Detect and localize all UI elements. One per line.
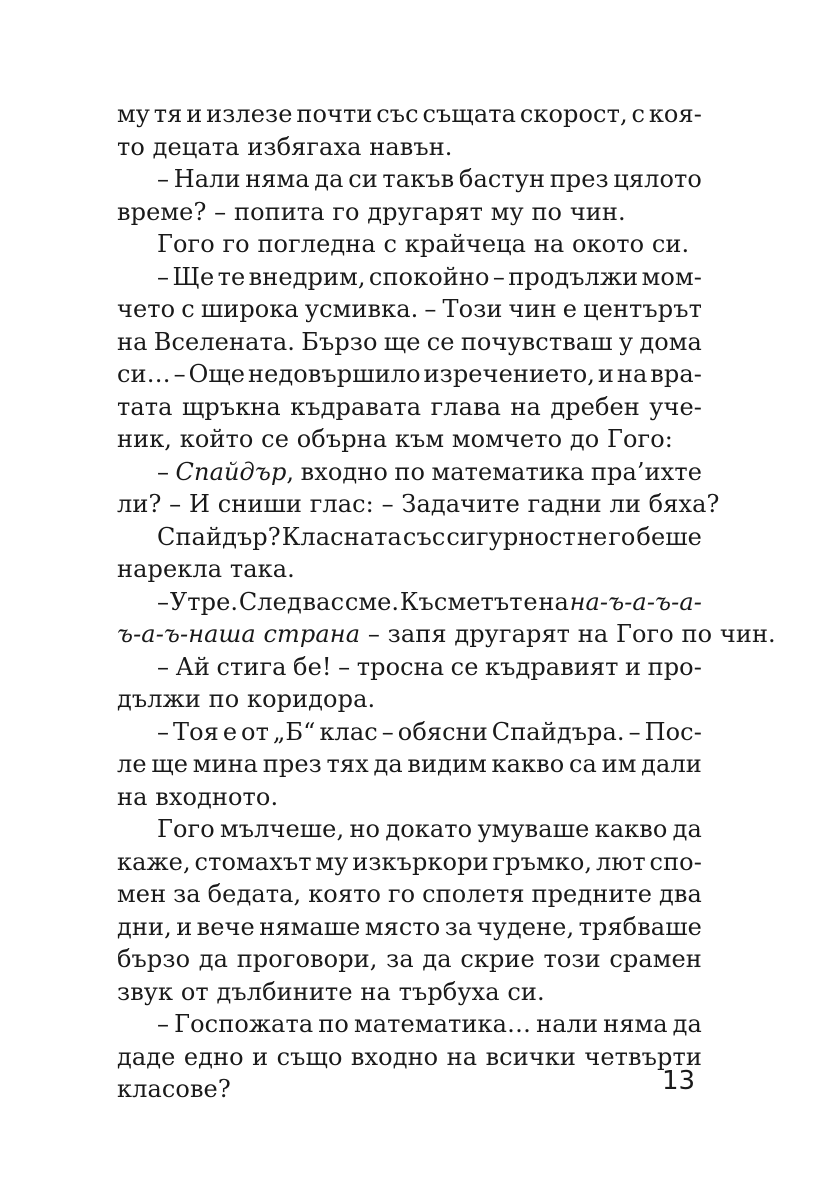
word: мина [192, 750, 259, 778]
text-line [117, 846, 702, 879]
word: Спайдъра. [491, 717, 625, 746]
word: внедрим, [248, 262, 366, 291]
word: няма [245, 165, 310, 193]
word: недовършило [247, 360, 421, 388]
word: няма [603, 1010, 668, 1038]
word: тях [326, 750, 369, 778]
word: математика [431, 457, 585, 486]
text-line [117, 716, 702, 749]
word: е [523, 587, 538, 616]
word: им [601, 750, 637, 778]
book-page-text [117, 98, 776, 1106]
word: го [608, 522, 636, 551]
word: пра’ихте [590, 457, 702, 486]
text-line [117, 163, 702, 196]
word: усмивка. [304, 295, 419, 323]
text-line [117, 1041, 702, 1074]
word: къдравата [290, 392, 422, 421]
word: мом- [641, 262, 702, 291]
word: и [186, 100, 203, 128]
word: спокойно [368, 262, 490, 291]
word: чето [117, 295, 176, 323]
word: Гого го погледна с крайчеца на окото си. [157, 230, 690, 258]
word: скрие [460, 945, 535, 973]
word: те [217, 262, 246, 291]
word: Утре. [169, 587, 239, 616]
word: на [538, 587, 569, 616]
word: трябваше [578, 912, 702, 941]
word: дни, [117, 912, 172, 941]
word: стомахът [194, 847, 312, 876]
word: обясни [397, 717, 488, 746]
word: про- [647, 652, 702, 681]
word: видим [407, 750, 487, 778]
word: проговори, [236, 945, 378, 973]
word: Класната [281, 522, 402, 551]
word: и [597, 360, 615, 388]
text-line [117, 131, 702, 164]
word: докато [385, 815, 473, 843]
text-line [117, 618, 776, 651]
word: Късметът [399, 587, 523, 616]
word: мълчеше, [220, 815, 345, 843]
word: центърът [583, 295, 702, 323]
text-line [117, 98, 702, 131]
word: изречението, [423, 360, 596, 388]
text-line [117, 553, 702, 586]
word: – [381, 717, 394, 746]
word: която [308, 880, 382, 908]
word: Ще [172, 262, 215, 291]
word: всички [485, 1042, 576, 1071]
word: място [364, 912, 441, 941]
word: Госпожата [174, 1010, 314, 1038]
word: – [628, 717, 641, 746]
word: през [262, 750, 322, 778]
word: Нали [173, 165, 241, 193]
word: – [157, 165, 170, 193]
word: беше [636, 522, 702, 551]
text-line [117, 651, 702, 684]
word: на [510, 392, 541, 421]
word: – [157, 652, 170, 681]
word: се [426, 327, 455, 356]
word: е [562, 295, 578, 323]
word: и [176, 912, 193, 941]
word: такъв [382, 165, 455, 193]
word: класове? [117, 1075, 231, 1103]
word: къдравият [485, 652, 619, 681]
word: с [631, 100, 646, 128]
word: да [373, 750, 403, 778]
word: два [659, 880, 702, 908]
word: цялото [613, 165, 702, 193]
italic-word: на-ъ-а-ъ-а- [569, 587, 702, 616]
italic-word: ъ-а-ъ-наша страна [117, 620, 361, 648]
word: – запя другарят на Гого по чин. [360, 620, 776, 648]
word: Бързо [301, 327, 378, 356]
text-line [117, 228, 702, 261]
word: да [314, 165, 344, 193]
word: Тоя [173, 717, 219, 746]
word: не [576, 522, 608, 551]
word: почти [296, 100, 373, 128]
word: с [181, 295, 195, 323]
word: , [286, 457, 295, 486]
word: на [616, 360, 648, 388]
word: стига [216, 652, 287, 681]
word: на входното. [117, 782, 279, 811]
word: да [672, 815, 702, 843]
word: за [173, 880, 201, 908]
word: лют [595, 847, 646, 876]
text-line [117, 326, 702, 359]
word: сме. [344, 587, 400, 616]
word: гръмко, [492, 847, 593, 876]
word: бастун [458, 165, 546, 193]
word: глава [430, 392, 502, 421]
word: ник, който се обърна към момчето до Гого: [117, 425, 673, 453]
word: какво [491, 750, 565, 778]
word: дребен [550, 392, 640, 421]
word: умуваше [477, 815, 590, 843]
word: Вселената. [153, 327, 295, 356]
word: ще [383, 327, 421, 356]
page-number: 13 [662, 1066, 696, 1096]
word: – [492, 262, 505, 291]
word: входно [300, 457, 388, 486]
text-line [117, 781, 702, 814]
word: по [394, 457, 425, 486]
word: се [450, 652, 479, 681]
word: бедата, [207, 880, 302, 908]
word: спо- [649, 847, 702, 876]
word: скорост, [519, 100, 628, 128]
word: – [157, 717, 170, 746]
text-line [117, 878, 702, 911]
word: да [198, 945, 229, 973]
word: излезе [206, 100, 293, 128]
word: за [444, 912, 473, 941]
word: са [568, 750, 597, 778]
text-line [117, 358, 702, 391]
word: срамен [609, 945, 702, 973]
word: си… [117, 360, 171, 388]
word: Спайдър? [157, 522, 281, 551]
word: го [387, 880, 416, 908]
word: със [402, 522, 446, 551]
text-line [117, 748, 702, 781]
word: уче- [649, 392, 702, 421]
text-line [117, 196, 702, 229]
text-line [117, 813, 702, 846]
word: и [625, 652, 642, 681]
italic-word: Спайдър [175, 457, 287, 486]
word: дома [639, 327, 702, 356]
word: продължи [508, 262, 639, 291]
word: нямаше [259, 912, 361, 941]
text-line [117, 911, 702, 944]
word: този [543, 945, 601, 973]
word: време? – попита го другарят му по чин. [117, 197, 626, 226]
word: – [157, 1010, 170, 1038]
word: тя [153, 100, 183, 128]
word: му [117, 100, 150, 128]
word: чин [508, 295, 557, 323]
text-line [117, 943, 702, 976]
text-line [117, 423, 702, 456]
word: каже, [117, 847, 191, 876]
word: щръкна [181, 392, 281, 421]
word: дължи по коридора. [117, 685, 376, 713]
word: – [173, 360, 186, 388]
word: му [315, 847, 349, 876]
word: също [276, 1042, 343, 1071]
word: през [549, 165, 609, 193]
text-line [117, 293, 702, 326]
word: вра- [650, 360, 702, 388]
word: ще [151, 750, 189, 778]
word: – [157, 587, 170, 616]
word: е [222, 717, 238, 746]
word: у [618, 327, 634, 356]
word: Пос- [644, 717, 702, 746]
word: Ай [175, 652, 210, 681]
text-line [117, 586, 702, 619]
text-line [117, 683, 702, 716]
word: предните [531, 880, 653, 908]
word: Още [188, 360, 246, 388]
word: на [117, 327, 148, 356]
word: чудене, [476, 912, 575, 941]
word: сигурност [446, 522, 576, 551]
word: почувстваш [460, 327, 613, 356]
word: и [252, 1042, 269, 1071]
word: нали [536, 1010, 599, 1038]
word: „Б“ [272, 717, 316, 746]
word: – [157, 262, 170, 291]
word: входно [350, 1042, 439, 1071]
word: математика… [353, 1010, 532, 1038]
word: ли? – И сниши глас: – Задачите гадни ли бяха? [117, 490, 720, 518]
word: то децата избягаха навън. [117, 132, 453, 161]
word: си [348, 165, 378, 193]
word: за [386, 945, 414, 973]
word: мен [117, 880, 167, 908]
word: на [446, 1042, 478, 1071]
word: вече [196, 912, 255, 941]
word: сполетя [422, 880, 525, 908]
word: бързо [117, 945, 191, 973]
word-group [176, 456, 295, 489]
word: по [318, 1010, 349, 1038]
word: вас [302, 587, 345, 616]
text-line [117, 488, 720, 521]
word: звук от дълбините на търбуха си. [117, 977, 545, 1006]
word: тата [117, 392, 173, 421]
word: Гого [157, 815, 215, 843]
word: същата [422, 100, 517, 128]
word: широка [200, 295, 299, 323]
text-line [117, 976, 702, 1009]
word: След [238, 587, 302, 616]
word: какво [594, 815, 668, 843]
word: – [338, 652, 351, 681]
text-line [117, 1008, 702, 1041]
word: клас [319, 717, 378, 746]
word: със [376, 100, 419, 128]
word: Този [442, 295, 503, 323]
word: изкъркори [352, 847, 489, 876]
word: да [672, 1010, 702, 1038]
word: нарекла така. [117, 555, 295, 583]
word: но [349, 815, 381, 843]
text-line [117, 456, 702, 489]
word: – [157, 457, 170, 486]
word: коя- [648, 100, 702, 128]
word: тросна [356, 652, 445, 681]
text-line [117, 261, 702, 294]
word: ле [117, 750, 147, 778]
word: даде [117, 1042, 176, 1071]
text-line [117, 1073, 702, 1106]
text-line [117, 521, 702, 554]
word: бе! [293, 652, 332, 681]
text-line [117, 391, 702, 424]
word: едно [183, 1042, 244, 1071]
word: от [241, 717, 269, 746]
word: четвърти [584, 1042, 702, 1071]
word: дали [641, 750, 702, 778]
word: да [422, 945, 452, 973]
word: – [424, 295, 437, 323]
